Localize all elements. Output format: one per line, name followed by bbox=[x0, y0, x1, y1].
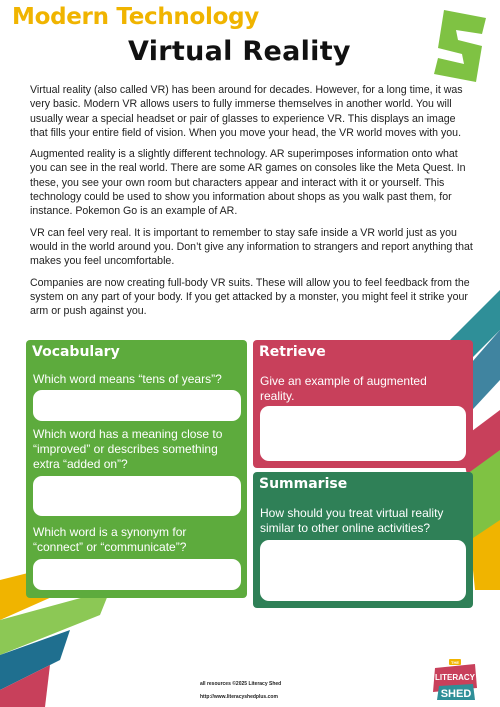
paragraph: Virtual reality (also called VR) has been around for decades. However, for a long time, it was very basic. Modern VR allows users to fully immerse themselves in another world. You will usually wear a special headset or pair of glasses to experience VR. This displays an image that fills your entire field of vision. When you move your head, the VR world moves with you. bbox=[30, 84, 463, 139]
paragraph: Augmented reality is a slightly different technology. AR superimposes information onto what you can see in the real world. There are some AR games on consoles like the Meta Quest. In these, you see your own room but characters appear and interact with it or yourself. This technology could be used to show you information about shops as you walk past them, for instance. Pokemon Go is an example of AR. bbox=[30, 148, 466, 218]
vocabulary-question-3: Which word is a synonym for “connect” or “communicate”? bbox=[33, 525, 187, 554]
summarise-answer-box[interactable] bbox=[260, 540, 466, 601]
paragraph: VR can feel very real. It is important to remember to stay safe inside a VR world just as you would in the world around you. Don’t give any information to strangers and report anything that makes you feel uncomfortable. bbox=[30, 226, 473, 268]
vocabulary-question-1: Which word means “tens of years”? bbox=[33, 372, 222, 386]
summarise-question: How should you treat virtual reality similar to other online activities? bbox=[260, 506, 444, 535]
literacy-shed-logo bbox=[429, 658, 481, 702]
retrieve-heading: Retrieve bbox=[259, 344, 326, 360]
badge-line1: LITERACY bbox=[435, 673, 475, 682]
retrieve-panel bbox=[253, 340, 473, 468]
badge-line2: SHED bbox=[440, 688, 472, 700]
vocabulary-answer-box-2[interactable] bbox=[33, 476, 241, 516]
article-text bbox=[30, 83, 475, 325]
green-s-shape-icon bbox=[430, 6, 490, 86]
vocabulary-panel bbox=[26, 340, 247, 598]
summarise-heading: Summarise bbox=[259, 476, 348, 492]
vocabulary-heading: Vocabulary bbox=[32, 344, 120, 360]
retrieve-answer-box[interactable] bbox=[260, 406, 466, 461]
vocabulary-answer-box-3[interactable] bbox=[33, 559, 241, 590]
vocabulary-question-2: Which word has a meaning close to “improved” or describes something extra “added on”? bbox=[33, 427, 223, 471]
badge-top: THE bbox=[451, 660, 459, 665]
website-link[interactable]: http://www.literacyshedplus.com bbox=[200, 694, 278, 700]
page-title: Virtual Reality bbox=[128, 36, 351, 67]
retrieve-question: Give an example of augmented reality. bbox=[260, 374, 427, 403]
vocabulary-answer-box-1[interactable] bbox=[33, 390, 241, 421]
subtitle: Modern Technology bbox=[12, 4, 259, 30]
summarise-panel bbox=[253, 472, 473, 608]
paragraph: Companies are now creating full-body VR suits. These will allow you to feel feedback from the system on any part of your body. If you get attacked by a monster, you might feel it strike your arm or push against you. bbox=[30, 276, 470, 318]
copyright-text: all resources ©2025 Literacy Shed bbox=[200, 681, 282, 687]
